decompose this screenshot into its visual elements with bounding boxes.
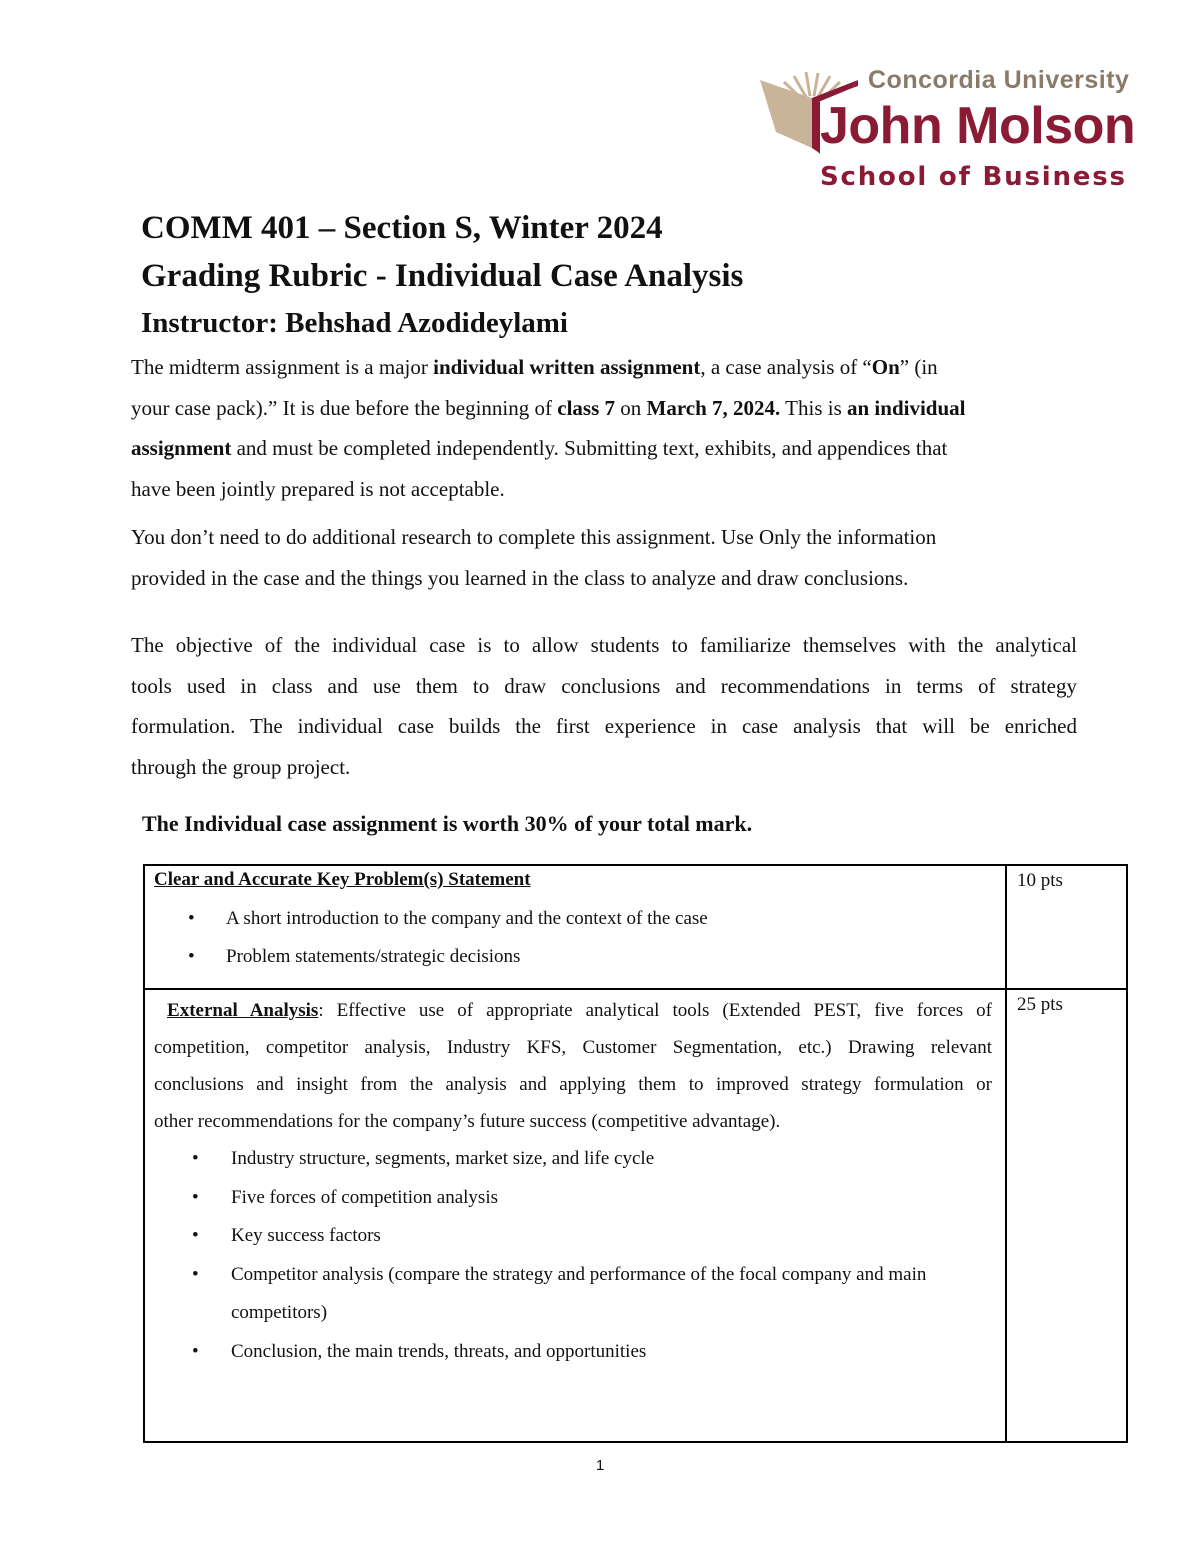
course-heading: COMM 401 – Section S, Winter 2024 <box>141 210 663 246</box>
objective-paragraph <box>131 625 1077 787</box>
text-run-bold: individual written assignment <box>433 355 701 379</box>
paragraph-line: The objective of the individual case is to allow students to familiarize themselves with the analytical <box>131 633 1077 657</box>
instructor-name: Instructor: Behshad Azodideylami <box>141 307 568 339</box>
text-run-bold: class 7 <box>557 395 616 420</box>
list-item: • Conclusion, the main trends, threats, and opportunities <box>154 1333 971 1372</box>
text-run: , a case analysis of “ <box>700 355 872 379</box>
weight-statement: The Individual case assignment is worth 30% of your total mark. <box>142 811 753 836</box>
rubric-row <box>144 865 1127 989</box>
criterion-bullets <box>154 1140 1005 1371</box>
page-number: 1 <box>595 1457 605 1474</box>
list-item: • A short introduction to the company and the context of the case <box>154 900 1005 938</box>
criterion-title: External Analysis <box>167 1000 319 1021</box>
text-run-bold: an individual <box>847 395 966 420</box>
research-paragraph <box>131 517 1077 598</box>
list-item: • Five forces of competition analysis <box>154 1179 971 1218</box>
list-item: • Competitor analysis (compare the strategy and performance of the focal company and main competitors) <box>154 1256 971 1333</box>
rubric-row <box>144 989 1127 1442</box>
paragraph-line: provided in the case and the things you learned in the class to analyze and draw conclusions. <box>131 565 909 590</box>
criterion-description-line: other recommendations for the company’s future success (competitive advantage). <box>154 1111 781 1132</box>
text-run-bold: assignment <box>131 436 232 460</box>
rubric-table <box>143 864 1128 1443</box>
school-name: John Molson <box>820 97 1136 155</box>
text-run-bold: March 7, 2024. <box>646 395 781 420</box>
text-run: your case pack).” It is due before the beginning of <box>131 395 558 420</box>
school-suffix: School of Business <box>820 162 1127 192</box>
intro-line <box>131 388 1077 429</box>
paragraph-line: You don’t need to do additional research to complete this assignment. Use Only the information <box>131 525 937 549</box>
list-item: • Key success factors <box>154 1217 971 1256</box>
school-logo <box>758 66 1136 194</box>
text-run: ” (in <box>899 355 938 379</box>
text-run-bold: On <box>871 355 900 379</box>
criterion-title: Clear and Accurate Key Problem(s) Statement <box>154 869 531 890</box>
text-run: on <box>615 395 647 420</box>
criterion-bullets <box>154 900 1005 976</box>
list-item: • Problem statements/strategic decisions <box>154 938 1005 976</box>
text-run: and must be completed independently. Submitting text, exhibits, and appendices that <box>231 436 948 460</box>
criterion-cell <box>144 989 1006 1442</box>
list-item: • Industry structure, segments, market size, and life cycle <box>154 1140 971 1179</box>
criterion-description-line <box>154 990 992 1029</box>
criterion-cell <box>144 865 1006 989</box>
criterion-description-line: competition, competitor analysis, Industry KFS, Customer Segmentation, etc.) Drawing relevant <box>154 1037 992 1058</box>
paragraph-line: tools used in class and use them to draw conclusions and recommendations in terms of strategy <box>131 673 1077 698</box>
document-title: Grading Rubric - Individual Case Analysis <box>141 258 744 294</box>
intro-paragraph <box>131 347 1077 509</box>
criterion-description-line: conclusions and insight from the analysis and applying them to improved strategy formulation or <box>154 1074 992 1095</box>
intro-line: have been jointly prepared is not acceptable. <box>131 476 505 501</box>
text-run: This is <box>780 395 847 420</box>
paragraph-line: formulation. The individual case builds the first experience in case analysis that will be enriched <box>131 714 1077 738</box>
university-name: Concordia University <box>868 66 1130 94</box>
text-run: : Effective use of appropriate analytical tools (Extended PEST, five forces of <box>318 1000 992 1021</box>
text-run: The midterm assignment is a major <box>131 355 434 379</box>
paragraph-line: through the group project. <box>131 754 351 779</box>
intro-line <box>131 428 1077 469</box>
intro-line <box>131 347 1077 388</box>
points-cell: 10 pts <box>1006 865 1127 989</box>
points-cell: 25 pts <box>1006 989 1127 1442</box>
